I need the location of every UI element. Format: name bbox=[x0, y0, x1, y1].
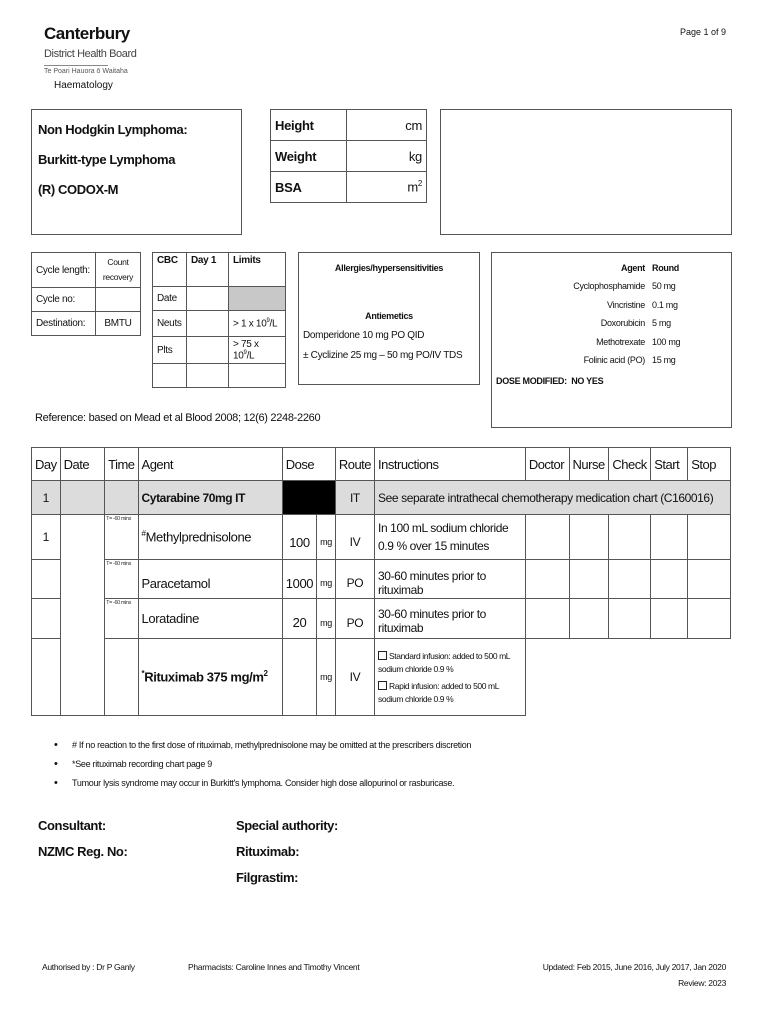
row4-time[interactable] bbox=[105, 599, 138, 639]
weight-field[interactable] bbox=[347, 141, 427, 172]
medication-table bbox=[31, 447, 731, 716]
antiemetics-title: Antiemetics bbox=[365, 311, 413, 321]
footer-authorised: Authorised by : Dr P Ganly bbox=[42, 962, 135, 972]
dose-modified-label bbox=[496, 376, 603, 386]
row2-dose: 100 bbox=[282, 515, 316, 560]
rituximab-authority-label: Rituximab: bbox=[236, 844, 300, 859]
row4-route: PO bbox=[335, 599, 374, 639]
agent-name: Methotrexate bbox=[596, 336, 645, 347]
rapid-infusion-text: Rapid infusion: added to 500 mL sodium chloride 0.9 % bbox=[378, 681, 499, 704]
row1-route: IT bbox=[335, 481, 374, 515]
row5-agent-unit-sup: 2 bbox=[263, 669, 268, 679]
plts-limit bbox=[229, 337, 286, 364]
row3-dose: 1000 bbox=[282, 560, 316, 599]
table-row bbox=[32, 515, 731, 560]
col-nurse: Nurse bbox=[569, 448, 609, 481]
col-date: Date bbox=[60, 448, 105, 481]
row4-day bbox=[32, 599, 61, 639]
row4-check[interactable] bbox=[609, 599, 651, 639]
row2-instructions: In 100 mL sodium chloride 0.9 % over 15 minutes bbox=[375, 515, 526, 560]
row2-agent-sup: # bbox=[141, 529, 146, 539]
neuts-limit bbox=[229, 311, 286, 337]
dose-modified-options[interactable]: NO YES bbox=[571, 376, 604, 386]
reference: Reference: based on Mead et al Blood 2008; 12(6) 2248-2260 bbox=[35, 412, 321, 424]
agent-name: Doxorubicin bbox=[600, 318, 645, 328]
dose-modified-text: DOSE MODIFIED: bbox=[496, 376, 567, 386]
height-field[interactable] bbox=[347, 110, 427, 141]
row4-dose: 20 bbox=[282, 599, 316, 639]
col-dose: Dose bbox=[282, 448, 335, 481]
col-agent: Agent bbox=[138, 448, 282, 481]
standard-infusion-checkbox[interactable] bbox=[378, 651, 387, 660]
plts-limit-unit: /L bbox=[246, 350, 255, 362]
col-instructions: Instructions bbox=[375, 448, 526, 481]
agent-dose: 100 mg bbox=[652, 336, 681, 347]
row4-start[interactable] bbox=[651, 599, 688, 639]
page-number: Page 1 of 9 bbox=[679, 27, 726, 37]
row2-route: IV bbox=[335, 515, 374, 560]
row2-doctor[interactable] bbox=[525, 515, 569, 560]
weight-unit: kg bbox=[408, 148, 422, 164]
row3-day bbox=[32, 560, 61, 599]
agent-name: Folinic acid (PO) bbox=[583, 355, 645, 365]
cycle-length-label: Cycle length: bbox=[32, 253, 96, 288]
destination-value: BMTU bbox=[96, 312, 141, 336]
row5-route: IV bbox=[335, 639, 374, 716]
antiemetic-line-2: ± Cyclizine 25 mg – 50 mg PO/IV TDS bbox=[303, 350, 463, 361]
table-row bbox=[32, 639, 731, 716]
antiemetic-line-1: Domperidone 10 mg PO QID bbox=[303, 330, 425, 341]
plts-field[interactable] bbox=[187, 337, 229, 364]
cycle-table bbox=[31, 252, 141, 336]
diagnosis-line-1: Non Hodgkin Lymphoma: bbox=[38, 122, 188, 137]
footer-review: Review: 2023 bbox=[678, 978, 726, 988]
row2-start[interactable] bbox=[651, 515, 688, 560]
notes-list bbox=[54, 740, 471, 797]
cbc-blank-2[interactable] bbox=[187, 364, 229, 388]
agent-header: Agent bbox=[621, 263, 645, 273]
row3-stop[interactable] bbox=[688, 560, 731, 599]
neuts-label: Neuts bbox=[153, 311, 187, 337]
consultant-label: Consultant: bbox=[38, 818, 106, 833]
neuts-limit-text: > 1 x 10 bbox=[233, 318, 267, 330]
plts-limit-text: > 75 x 10 bbox=[233, 339, 259, 362]
filgrastim-authority-label: Filgrastim: bbox=[236, 870, 299, 885]
height-unit: cm bbox=[405, 117, 422, 133]
col-stop: Stop bbox=[688, 448, 731, 481]
diagnosis-line-2: Burkitt-type Lymphoma bbox=[38, 152, 176, 167]
plts-label: Plts bbox=[153, 337, 187, 364]
bsa-unit-sup: 2 bbox=[417, 179, 422, 189]
row4-doctor[interactable] bbox=[525, 599, 569, 639]
row5-instructions bbox=[375, 639, 526, 716]
agent-dose: 50 mg bbox=[652, 281, 676, 291]
row2-time[interactable] bbox=[105, 515, 138, 560]
standard-infusion-option[interactable] bbox=[378, 650, 522, 676]
row5-empty bbox=[525, 639, 730, 716]
cbc-blank-3 bbox=[229, 364, 286, 388]
row3-agent: Paracetamol bbox=[138, 560, 282, 599]
cycle-no-field[interactable] bbox=[96, 288, 141, 312]
allergy-title: Allergies/hypersensitivities bbox=[334, 263, 444, 273]
footer-updated: Updated: Feb 2015, June 2016, July 2017, Jan 2020 bbox=[542, 962, 726, 972]
col-route: Route bbox=[335, 448, 374, 481]
note-item: • *See rituximab recording chart page 9 bbox=[54, 759, 471, 778]
row1-time[interactable] bbox=[105, 481, 138, 515]
cbc-limits-header: Limits bbox=[229, 253, 286, 287]
measurements-table bbox=[270, 109, 427, 203]
cbc-blank-1 bbox=[153, 364, 187, 388]
count-recovery: Count recovery bbox=[96, 253, 141, 288]
footer-pharmacists: Pharmacists: Caroline Innes and Timothy Vincent bbox=[188, 962, 360, 972]
row3-time-label: T= -60 mins bbox=[106, 561, 131, 567]
note-item: • Tumour lysis syndrome may occur in Burkitt's lymphoma. Consider high dose allopurinol or rasburicase. bbox=[54, 778, 471, 797]
logo-title: Canterbury bbox=[44, 24, 130, 43]
destination-label: Destination: bbox=[32, 312, 96, 336]
row2-stop[interactable] bbox=[688, 515, 731, 560]
row5-time[interactable] bbox=[105, 639, 138, 716]
row5-agent-text: Rituximab 375 mg/m bbox=[144, 669, 264, 685]
patient-label-box bbox=[440, 109, 732, 235]
standard-infusion-text: Standard infusion: added to 500 mL sodium chloride 0.9 % bbox=[378, 651, 510, 674]
rapid-infusion-option[interactable] bbox=[378, 680, 522, 706]
cbc-date-field[interactable] bbox=[187, 287, 229, 311]
cbc-table bbox=[152, 252, 286, 388]
row2-date[interactable] bbox=[60, 515, 105, 716]
cbc-date-shaded bbox=[229, 287, 286, 311]
col-time: Time bbox=[105, 448, 138, 481]
row4-stop[interactable] bbox=[688, 599, 731, 639]
plts-limit-sup: 9 bbox=[243, 350, 247, 356]
row2-agent-text: Methylprednisolone bbox=[145, 529, 252, 545]
round-header: Round bbox=[652, 263, 679, 273]
row4-agent: Loratadine bbox=[138, 599, 282, 639]
row3-route: PO bbox=[335, 560, 374, 599]
agent-dose: 0.1 mg bbox=[652, 299, 678, 310]
agent-name: Cyclophosphamide bbox=[573, 281, 645, 291]
logo-divider bbox=[44, 65, 108, 66]
table-row bbox=[32, 560, 731, 599]
bsa-label: BSA bbox=[271, 172, 347, 203]
row2-day: 1 bbox=[32, 515, 61, 560]
neuts-limit-sup: 9 bbox=[266, 317, 270, 324]
row3-start[interactable] bbox=[651, 560, 688, 599]
bsa-field[interactable] bbox=[347, 172, 427, 203]
col-start: Start bbox=[651, 448, 688, 481]
neuts-field[interactable] bbox=[187, 311, 229, 337]
cbc-date-label: Date bbox=[153, 287, 187, 311]
col-day: Day bbox=[32, 448, 61, 481]
row4-instructions: 30-60 minutes prior to rituximab bbox=[375, 599, 526, 639]
logo-subtitle: District Health Board bbox=[44, 48, 137, 60]
row3-doctor[interactable] bbox=[525, 560, 569, 599]
row3-unit: mg bbox=[317, 560, 336, 599]
nzmc-label: NZMC Reg. No: bbox=[38, 844, 128, 859]
table-row bbox=[32, 481, 731, 515]
row2-nurse[interactable] bbox=[569, 515, 609, 560]
table-row bbox=[32, 599, 731, 639]
row2-check[interactable] bbox=[609, 515, 651, 560]
row2-unit: mg bbox=[317, 515, 336, 560]
rapid-infusion-checkbox[interactable] bbox=[378, 681, 387, 690]
row4-time-label: T= -60 mins bbox=[106, 600, 131, 606]
row2-agent bbox=[138, 515, 282, 560]
row3-instructions: 30-60 minutes prior to rituximab bbox=[375, 560, 526, 599]
row5-agent-sup: * bbox=[141, 669, 145, 679]
row1-instructions: See separate intrathecal chemotherapy medication chart (C160016) bbox=[375, 481, 731, 515]
row1-agent: Cytarabine 70mg IT bbox=[138, 481, 282, 515]
neuts-limit-unit: /L bbox=[269, 318, 278, 330]
col-doctor: Doctor bbox=[525, 448, 569, 481]
col-check: Check bbox=[609, 448, 651, 481]
department: Haematology bbox=[54, 80, 113, 91]
row1-date[interactable] bbox=[60, 481, 105, 515]
bsa-unit: m bbox=[407, 179, 418, 195]
row3-nurse[interactable] bbox=[569, 560, 609, 599]
diagnosis-box bbox=[31, 109, 242, 235]
row1-day: 1 bbox=[32, 481, 61, 515]
row4-unit: mg bbox=[317, 599, 336, 639]
logo-maori-text: Te Poari Hauora ō Waitaha bbox=[44, 68, 128, 75]
row5-dose[interactable] bbox=[282, 639, 316, 716]
row5-day bbox=[32, 639, 61, 716]
row2-time-label: T= -60 mins bbox=[106, 516, 131, 522]
row5-unit: mg bbox=[317, 639, 336, 716]
height-label: Height bbox=[271, 110, 347, 141]
agent-name: Vincristine bbox=[606, 299, 645, 310]
agent-round-box bbox=[491, 252, 732, 428]
cbc-header: CBC bbox=[153, 253, 187, 287]
diagnosis-line-3: (R) CODOX-M bbox=[38, 182, 119, 197]
row4-nurse[interactable] bbox=[569, 599, 609, 639]
row3-check[interactable] bbox=[609, 560, 651, 599]
row5-agent bbox=[138, 639, 282, 716]
row1-dose-blackout bbox=[282, 481, 335, 515]
weight-label: Weight bbox=[271, 141, 347, 172]
agent-dose: 15 mg bbox=[652, 355, 676, 365]
row3-time[interactable] bbox=[105, 560, 138, 599]
cbc-day1-header: Day 1 bbox=[187, 253, 229, 287]
note-item: • # If no reaction to the first dose of rituximab, methylprednisolone may be omitted at the prescribers discretion bbox=[54, 740, 471, 759]
special-authority-label: Special authority: bbox=[236, 818, 338, 833]
allergy-box bbox=[298, 252, 480, 385]
agent-dose: 5 mg bbox=[652, 318, 671, 328]
cycle-no-label: Cycle no: bbox=[32, 288, 96, 312]
